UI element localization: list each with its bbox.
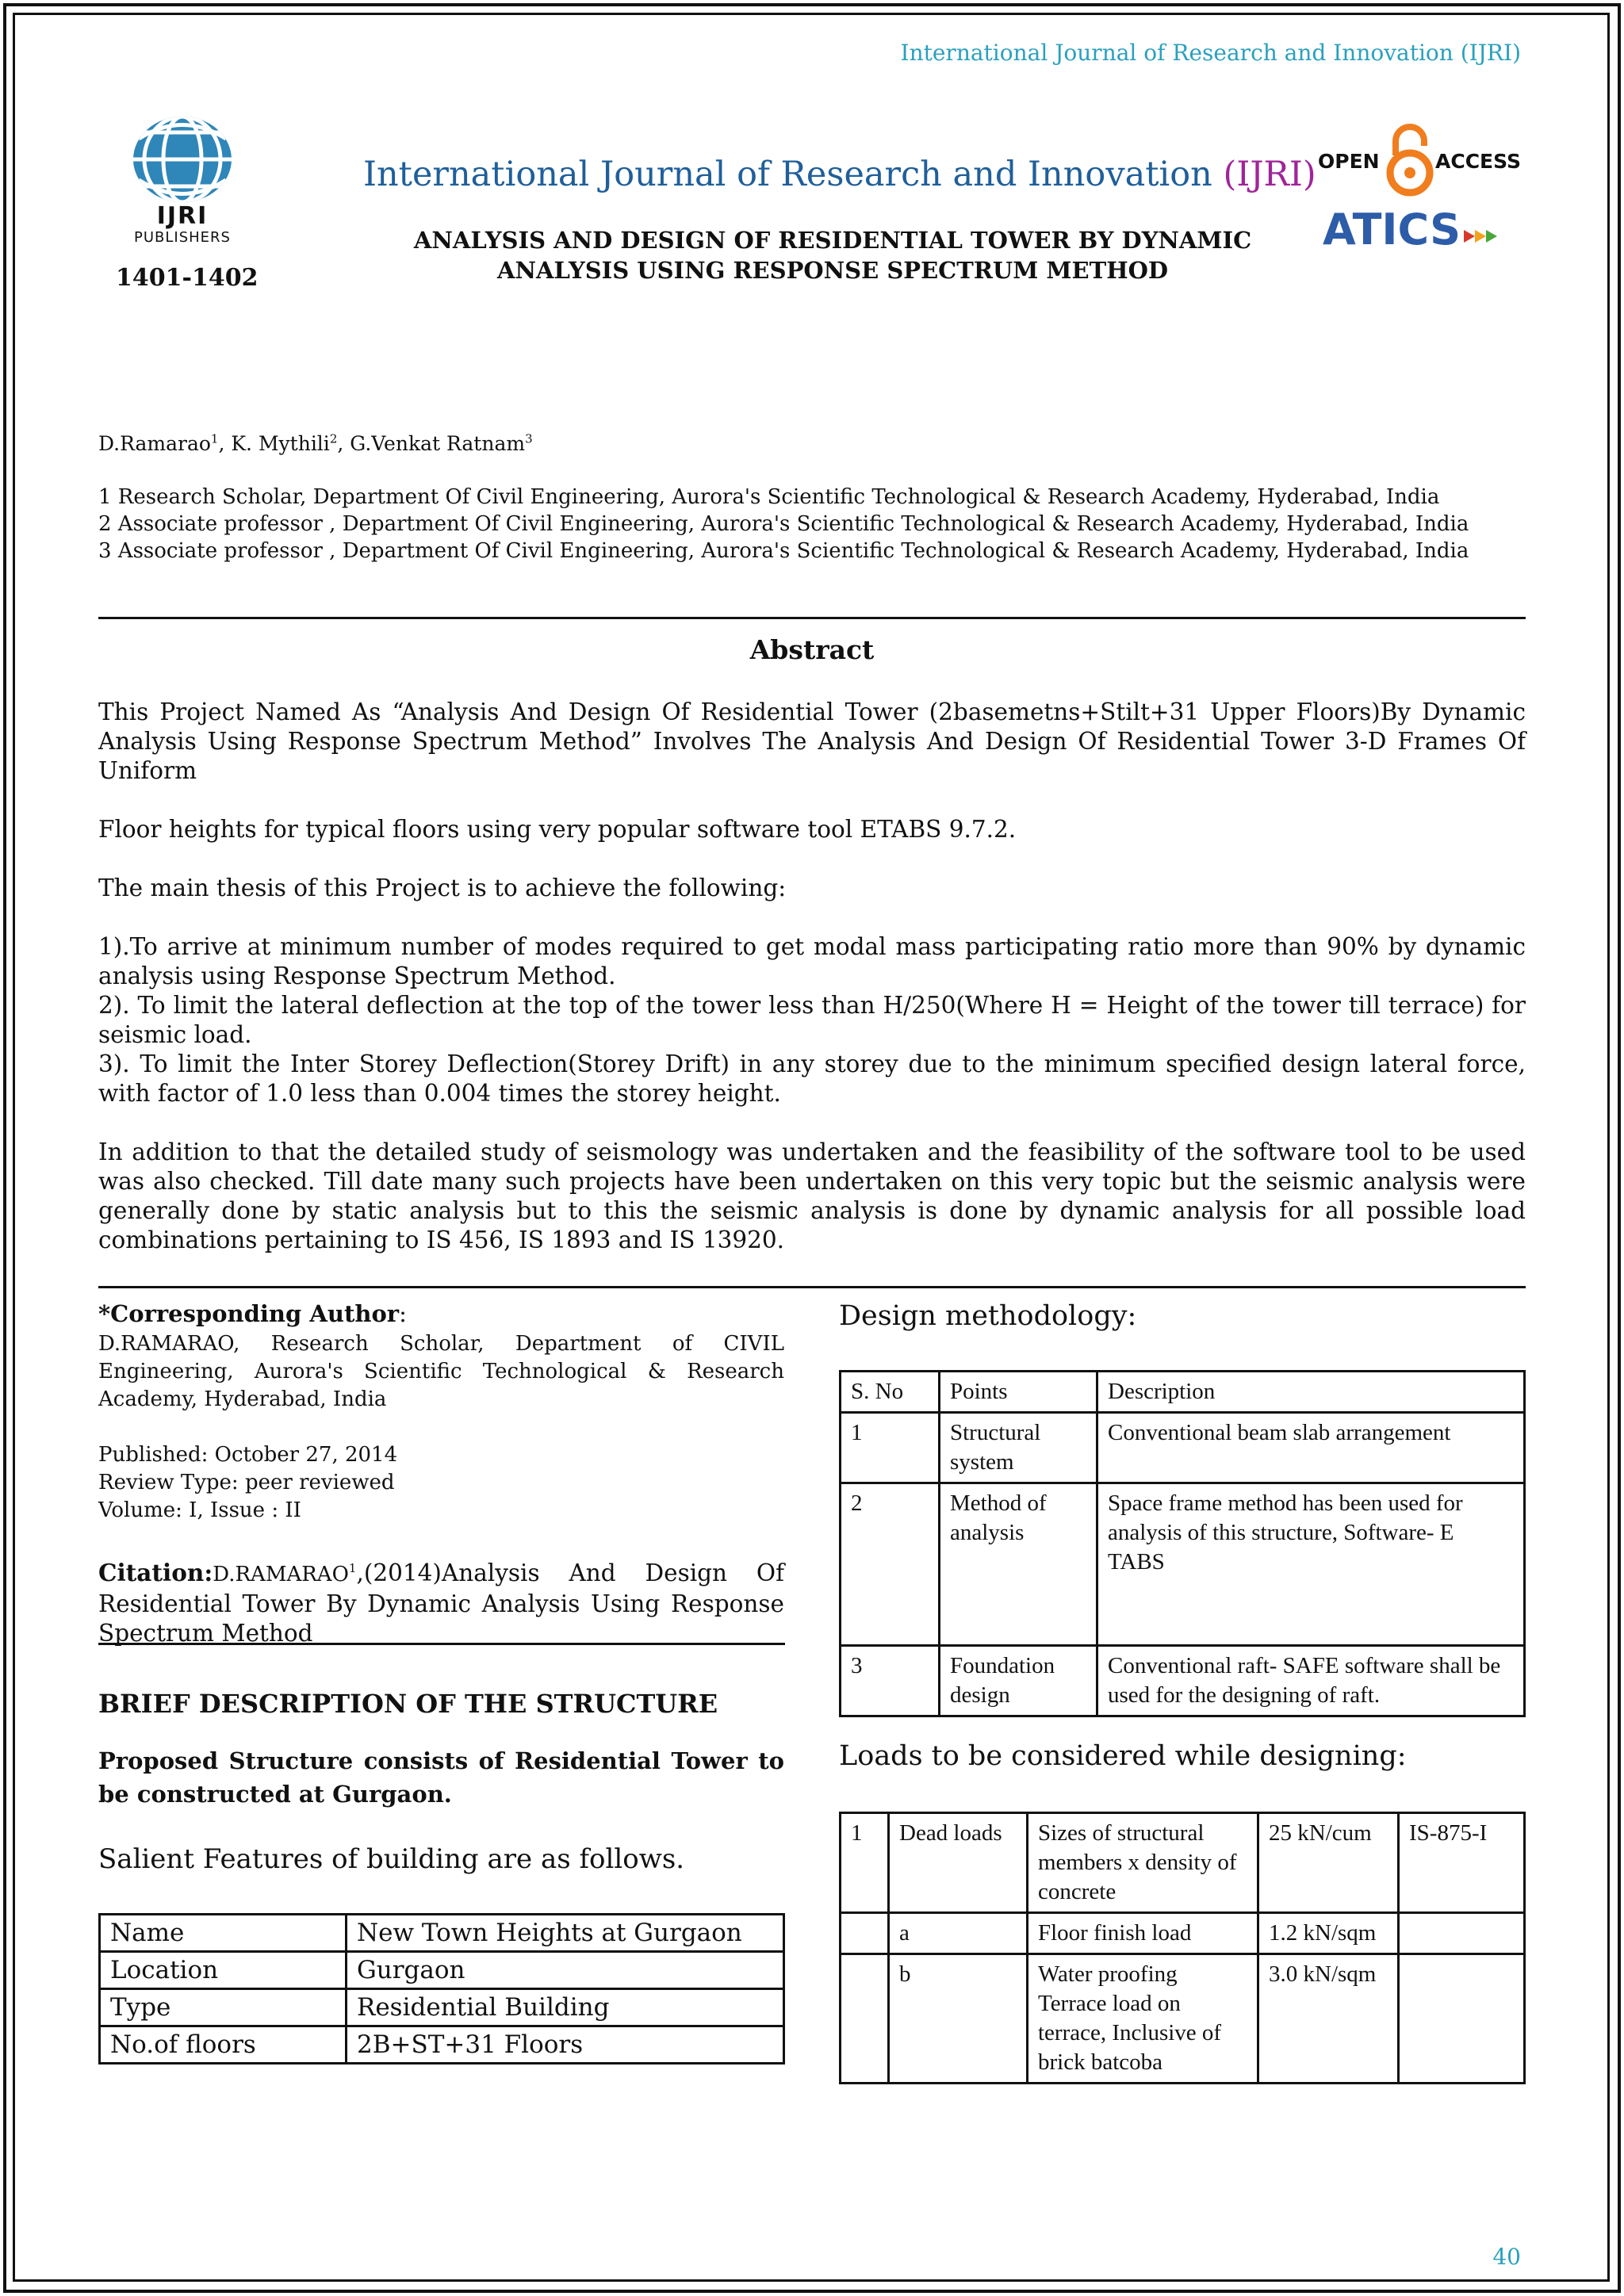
table-header-cell: Description [1097, 1372, 1525, 1413]
table-cell [841, 1913, 889, 1954]
author-name: K. Mythili [231, 432, 330, 456]
atics-text: ATICS [1323, 205, 1461, 254]
table-cell: 3 [841, 1646, 940, 1716]
table-cell [1399, 1913, 1525, 1954]
table-cell [841, 1954, 889, 2084]
table-row [841, 1646, 1525, 1716]
journal-title [363, 155, 1316, 194]
atics-logo [1323, 205, 1513, 252]
affiliation-2: 2 Associate professor , Department Of Civil Engineering, Aurora's Scientific Technological & Research Academy, Hyderabad, India [98, 512, 1469, 536]
section-heading-brief: BRIEF DESCRIPTION OF THE STRUCTURE [98, 1689, 718, 1719]
table-cell: Water proofing Terrace load on terrace, Inclusive of brick batcoba [1028, 1954, 1258, 2084]
abstract-goal-2: 2). To limit the lateral deflection at the top of the tower less than H/250(Where H = Height of the tower till terrace) for seismic load. [98, 992, 1526, 1048]
publisher-logo [111, 115, 254, 247]
author-3 [350, 432, 532, 455]
table-cell: Location [100, 1952, 347, 1989]
issn: 1401-1402 [116, 264, 259, 292]
table-row [100, 1915, 784, 1952]
table-row [841, 1913, 1525, 1954]
author-name: D.Ramarao [98, 432, 211, 456]
page-number: 40 [1492, 2244, 1521, 2270]
author-name: G.Venkat Ratnam [350, 432, 526, 456]
logo-ijri-text: IJRI [156, 202, 209, 230]
journal-abbr: IJRI [1236, 155, 1303, 194]
running-head: International Journal of Research and Innovation (IJRI) [900, 40, 1521, 66]
table-row [100, 1989, 784, 2026]
author-2 [231, 432, 350, 455]
table-cell: Name [100, 1915, 347, 1952]
table-cell: New Town Heights at Gurgaon [347, 1915, 784, 1952]
loads-table [839, 1812, 1526, 2084]
design-methodology-heading: Design methodology: [839, 1300, 1137, 1332]
divider-top [98, 617, 1526, 619]
open-access-right-text: ACCESS [1435, 150, 1522, 173]
divider-middle [98, 1286, 1526, 1288]
abstract-paragraph: In addition to that the detailed study of seismology was undertaken and the feasibility of the software tool to be used was also checked. Till date many such projects have been undertaken on this very topic but the seismic analysis were generally done by static analysis but to this the seismic analysis is done by dynamic analysis for all possible load combinations pertaining to IS 456, IS 1893 and IS 13920. [98, 1138, 1526, 1253]
table-row [841, 1954, 1525, 2084]
published-date: Published: October 27, 2014 [98, 1443, 398, 1467]
table-cell: Sizes of structural members x density of concrete [1028, 1813, 1258, 1913]
table-row [841, 1813, 1525, 1913]
table-cell: 3.0 kN/sqm [1258, 1954, 1399, 2084]
corresponding-label: *Corresponding Author [98, 1300, 400, 1327]
table-cell: 2B+ST+31 Floors [347, 2026, 784, 2064]
table-header-row [841, 1372, 1525, 1413]
table-row [100, 2026, 784, 2064]
triple-arrow-icon [1464, 230, 1497, 243]
table-header-cell: S. No [841, 1372, 940, 1413]
table-cell: 1 [841, 1813, 889, 1913]
table-row [841, 1413, 1525, 1483]
methodology-table [839, 1370, 1526, 1717]
table-cell: b [889, 1954, 1028, 2084]
affiliation-1: 1 Research Scholar, Department Of Civil Engineering, Aurora's Scientific Technological & Research Academy, Hyderabad, India [98, 485, 1440, 509]
author-sep: , [337, 432, 350, 456]
affiliations [98, 484, 1526, 564]
table-cell [1399, 1954, 1525, 2084]
features-table [98, 1913, 785, 2064]
table-cell: 2 [841, 1483, 940, 1646]
paper-title: ANALYSIS AND DESIGN OF RESIDENTIAL TOWER BY DYNAMIC ANALYSIS USING RESPONSE SPECTRUM METHOD [413, 227, 1252, 284]
table-cell: Dead loads [889, 1813, 1028, 1913]
abstract-paragraph: This Project Named As “Analysis And Design Of Residential Tower (2basemetns+Stilt+31 Upper Floors)By Dynamic Analysis Using Response Spectrum Method” Involves The Analysis And Design Of Residential Tower 3-D Frames Of Uniform [98, 698, 1526, 784]
citation-label: Citation: [98, 1558, 213, 1586]
volume-issue: Volume: I, Issue : II [98, 1498, 301, 1522]
open-access-left-text: OPEN [1318, 150, 1380, 173]
table-cell: Space frame method has been used for analysis of this structure, Software- E TABS [1097, 1483, 1525, 1646]
corresponding-author-details: D.RAMARAO, Research Scholar, Department of CIVIL Engineering, Aurora's Scientific Technological & Research Academy, Hyderabad, India [98, 1332, 784, 1411]
divider-citation [98, 1643, 785, 1645]
logo-publishers-text: PUBLISHERS [134, 229, 231, 246]
open-lock-icon [1390, 127, 1430, 193]
globe-icon [131, 115, 234, 204]
table-row [841, 1483, 1525, 1646]
table-cell: IS-875-I [1399, 1813, 1525, 1913]
abstract-goal-1: 1).To arrive at minimum number of modes required to get modal mass participating ratio more than 90% by dynamic analysis using Response Spectrum Method. [98, 933, 1526, 989]
abstract-goals [98, 932, 1526, 1108]
publication-info [98, 1441, 784, 1525]
abstract-paragraph: Floor heights for typical floors using very popular software tool ETABS 9.7.2. [98, 816, 1017, 843]
review-type: Review Type: peer reviewed [98, 1471, 395, 1494]
author-sep: , [218, 432, 232, 456]
abstract-goal-3: 3). To limit the Inter Storey Deflection(Storey Drift) in any storey due to the minimum specified design lateral force, with factor of 1.0 less than 0.004 times the storey height. [98, 1050, 1526, 1107]
table-cell: Type [100, 1989, 347, 2026]
table-cell: 1.2 kN/sqm [1258, 1913, 1399, 1954]
abstract-paragraph: The main thesis of this Project is to achieve the following: [98, 874, 787, 901]
citation-author: D.RAMARAO [213, 1562, 349, 1586]
table-cell: No.of floors [100, 2026, 347, 2064]
author-sup: 3 [525, 432, 533, 446]
journal-abbr-open: ( [1223, 155, 1237, 194]
table-cell: Conventional beam slab arrangement [1097, 1413, 1525, 1483]
open-access-logo [1316, 119, 1522, 198]
table-cell: 1 [841, 1413, 940, 1483]
journal-name: International Journal of Research and Innovation [363, 155, 1212, 194]
corresponding-colon: : [399, 1300, 407, 1327]
citation [98, 1554, 784, 1648]
author-sup: 1 [210, 432, 219, 446]
journal-abbr-close: ) [1302, 155, 1316, 194]
salient-heading: Salient Features of building are as follows. [98, 1843, 685, 1875]
table-cell: Gurgaon [347, 1952, 784, 1989]
table-cell: Residential Building [347, 1989, 784, 2026]
author-sup: 2 [329, 432, 338, 446]
abstract-heading: Abstract [749, 634, 875, 665]
author-1 [98, 432, 231, 455]
table-cell: Method of analysis [940, 1483, 1097, 1646]
affiliation-3: 3 Associate professor , Department Of Civil Engineering, Aurora's Scientific Technological & Research Academy, Hyderabad, India [98, 539, 1469, 563]
loads-heading: Loads to be considered while designing: [839, 1740, 1407, 1772]
table-header-cell: Points [940, 1372, 1097, 1413]
corresponding-author-label [98, 1300, 784, 1327]
table-row [100, 1952, 784, 1989]
table-cell: Floor finish load [1028, 1913, 1258, 1954]
table-cell: 25 kN/cum [1258, 1813, 1399, 1913]
table-cell: Conventional raft- SAFE software shall be used for the designing of raft. [1097, 1646, 1525, 1716]
table-cell: a [889, 1913, 1028, 1954]
article-info [98, 1300, 784, 1648]
table-cell: Foundation design [940, 1646, 1097, 1716]
citation-sup: 1 [348, 1561, 357, 1575]
abstract-body [98, 698, 1526, 1284]
author-list [98, 432, 533, 455]
table-cell: Structural system [940, 1413, 1097, 1483]
citation-text: ,(2014)Analysis And Design Of Residential Tower By Dynamic Analysis Using Response Spectrum Method [98, 1559, 784, 1647]
proposed-structure: Proposed Structure consists of Residential Tower to be constructed at Gurgaon. [98, 1747, 784, 1808]
